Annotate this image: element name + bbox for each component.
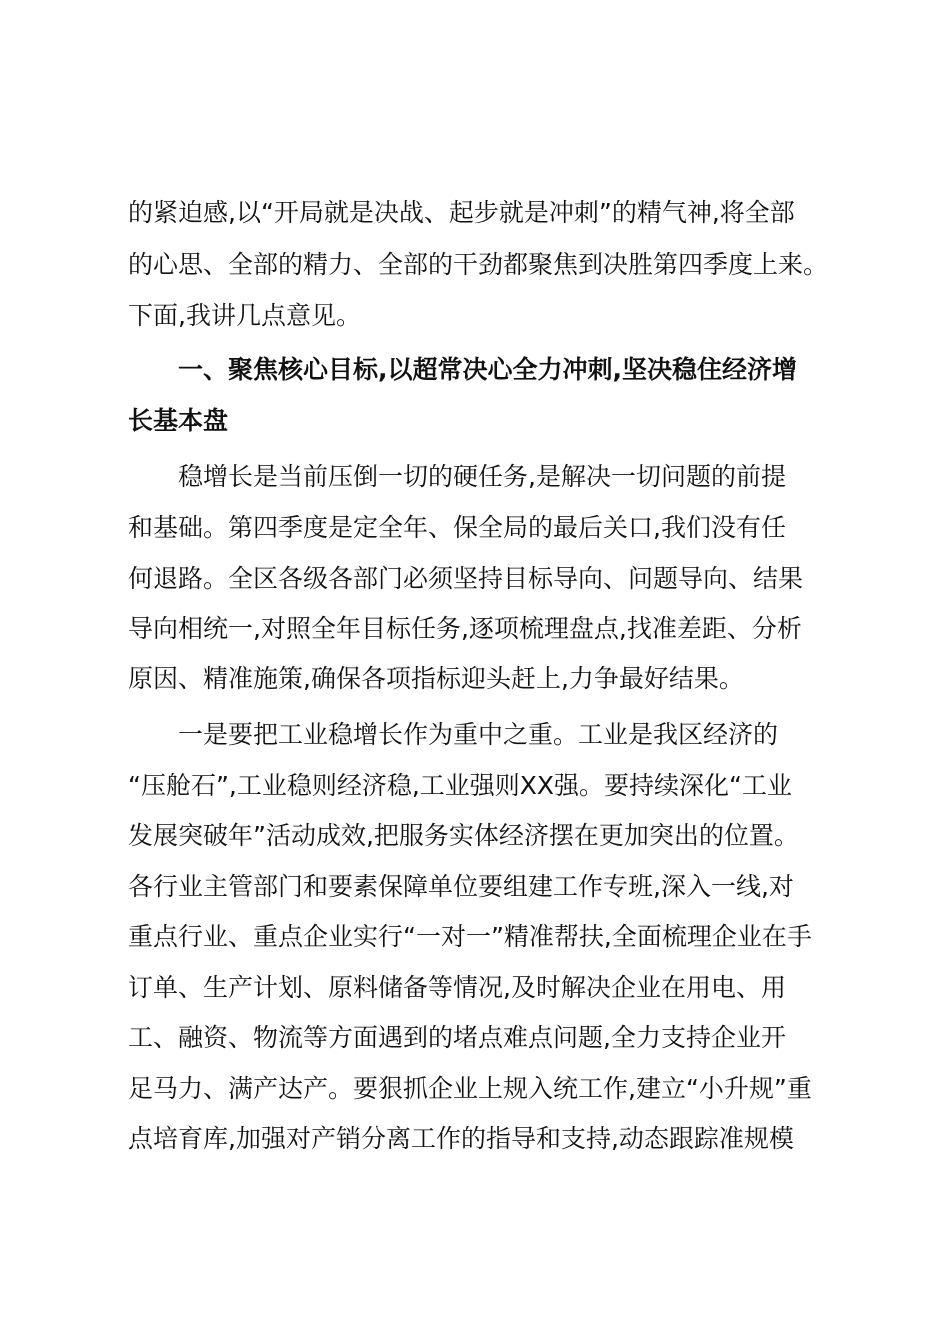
body-text-line: “压舱石”,工业稳则经济稳,工业强则XX强。要持续深化“工业 bbox=[128, 771, 793, 800]
body-text-line: 下面,我讲几点意见。 bbox=[128, 301, 361, 330]
body-text-line: 工、融资、物流等方面遇到的堵点难点问题,全力支持企业开 bbox=[128, 1023, 786, 1052]
body-text-line: 各行业主管部门和要素保障单位要组建工作专班,深入一线,对 bbox=[128, 872, 794, 901]
body-text-line: 足马力、满产达产。要狠抓企业上规入统工作,建立“小升规”重 bbox=[128, 1074, 812, 1103]
body-text-line: 原因、精准施策,确保各项指标迎头赶上,力争最好结果。 bbox=[128, 664, 744, 693]
body-text-line: 一是要把工业稳增长作为重中之重。工业是我区经济的 bbox=[178, 720, 779, 749]
body-text-line: 稳增长是当前压倒一切的硬任务,是解决一切问题的前提 bbox=[178, 462, 786, 491]
body-text-line: 何退路。全区各级各部门必须坚持目标导向、问题导向、结果 bbox=[128, 564, 804, 593]
body-text-line: 重点行业、重点企业实行“一对一”精准帮扶,全面梳理企业在手 bbox=[128, 922, 812, 951]
section-heading-line: 长基本盘 bbox=[128, 406, 229, 435]
body-text-line: 订单、生产计划、原料储备等情况,及时解决企业在用电、用 bbox=[128, 973, 786, 1002]
body-text-line: 导向相统一,对照全年目标任务,逐项梳理盘点,找准差距、分析 bbox=[128, 614, 802, 643]
body-text-line: 的紧迫感,以“开局就是决战、起步就是冲刺”的精气神,将全部 bbox=[128, 198, 795, 227]
body-text-line: 点培育库,加强对产销分离工作的指导和支持,动态跟踪准规模 bbox=[128, 1124, 794, 1153]
section-heading-line: 一、聚焦核心目标,以超常决心全力冲刺,坚决稳住经济增 bbox=[178, 355, 797, 384]
body-text-line: 和基础。第四季度是定全年、保全局的最后关口,我们没有任 bbox=[128, 513, 786, 542]
body-text-line: 的心思、全部的精力、全部的干劲都聚焦到决胜第四季度上来。 bbox=[128, 250, 829, 279]
body-text-line: 发展突破年”活动成效,把服务实体经济摆在更加突出的位置。 bbox=[128, 821, 799, 850]
